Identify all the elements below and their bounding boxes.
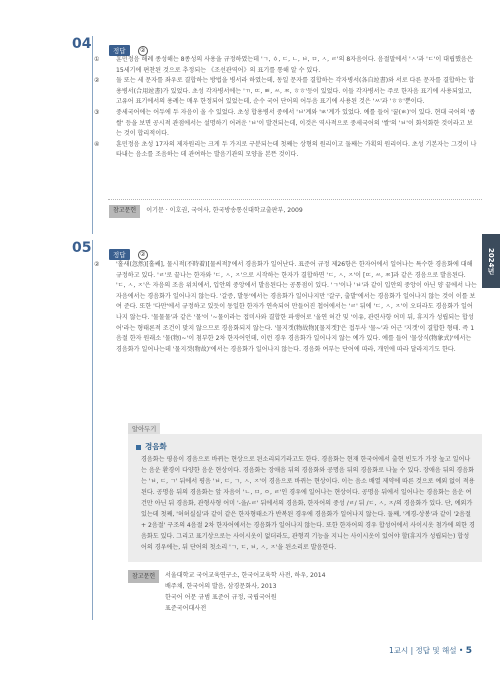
answer-value: ② xyxy=(138,250,148,260)
reference-block xyxy=(128,570,326,612)
reference-text: 서울대학교 국어교육연구소, 한국어교육학 사전, 하우, 2014 xyxy=(165,572,326,579)
answer-label: 정답 xyxy=(109,45,130,56)
reference-label: 참고문헌 xyxy=(128,570,159,583)
explanation-item: ② 둘 또는 세 문자를 좌우로 결합하는 방법을 병서라 하였는데, 동일 문자를 결합하는 각자병서(各自竝書)와 서로 다른 문자를 결합하는 합용병서(合用竝書)가 있었다. 초성 각자병서에는 'ㄲ, ㄸ, ㅃ, ㅆ, ㅉ, ㅎㅎ'등이 있었다. 이들 각자병서는 주로 한자음 표기에 사용되었고, 고유어 표기에서의 용례는 매우 한정되어 있었는데, 순수 국어 단어의 어두음 표기에 사용된 것은 'ㅆ'과 'ㅎㅎ'뿐이다. xyxy=(94,77,475,106)
reference-text: 배주채, 한국어의 발음, 삼경문화사, 2013 xyxy=(165,583,277,590)
reference-text: 표준국어대사전 xyxy=(165,605,207,612)
tip-label: 알아두기 xyxy=(128,423,160,434)
explanation-block xyxy=(94,55,477,161)
tip-text: 경음화는 평음이 경음으로 바뀌는 현상으로 된소리되기라고도 한다. 경음화는 현재 한국어에서 출현 빈도가 가장 높고 일어나는 음운 환경이 다양한 음운 현상이다. 경음화는 장애음 뒤의 경음화와 공명음 뒤의 경음화로 나눌 수 있다. 장애음 뒤의 경음화는 'ㅂ, ㄷ, ㄱ' 뒤에서 평음 'ㅂ, ㄷ, ㄱ, ㅅ, ㅈ'이 경음으로 바뀌는 현상이다. 이는 음소 배열 제약에 따른 것으로 예외 없이 적용된다. 공명음 뒤의 경음화는 앞 자음이 'ㄴ, ㅁ, ㅇ, ㄹ'인 경우에 일어나는 현상이다. 공명음 뒤에서 일어나는 경음화는 음운 여건만 아닌 뒤 경음화, 관형사형 어미 '-을/-ㄹ' 뒤에서의 경음화, 한자어의 중성 /ㄹ/ 뒤 /ㄷ, ㅅ, ㅈ/의 경음화가 있다. 단, 예외가 있는데 첫째, '허허실실'과 같이 같은 한자형태소가 반복된 경우에 경음화가 일어나지 않는다. 둘째, '계경-상봉'과 같이 '2음절 + 2음절' 구조의 4음절 2차 한자어에서는 경음화가 일어나지 않는다. 또한 한자어의 경우 합성어에서 사이시옷 첨가에 의한 경음화도 있다. 그리고 표기상으로는 사이시옷이 없더라도, 관형격 기능을 지니는 사이시옷이 있어야 할(휴지가 성립되는) 합성어의 경우에는, 뒤 단어의 첫소리 'ㄱ, ㄷ, ㅂ, ㅅ, ㅈ'을 된소리로 발음한다. xyxy=(141,456,475,551)
question-divider xyxy=(92,240,93,620)
answer-value: ② xyxy=(138,46,148,56)
question-number: 05 xyxy=(72,240,92,256)
dotted-divider xyxy=(108,199,482,200)
explanation-item: ② '홀새(忽然)[홀쌔], 물시적(不時着)[물씨적]'에서 경음화가 일어난다. 표준어 규정 제26항은 한자어에서 일어나는 특수한 경음화에 대해 규정하고 있다. 'ㄹ'로 끝나는 한자와 'ㄷ, ㅅ, ㅈ'으로 시작하는 한자가 결합하면 'ㄷ, ㅅ, ㅈ'이 [ㄸ, ㅆ, ㅉ]과 같은 경음으로 발음된다. 'ㄷ, ㅅ, ㅈ'은 자음의 조음 위치에서, 입안의 중앙에서 발음된다는 공통점이 있다. 'ㄱ'이나 'ㅂ'과 같이 입안의 중앙이 아닌 양 끝에서 나는 자음에서는 경음화가 일어나지 않는다. '갈증, 발동'에서는 경음화가 일어나지만 '갈구, 출발'에서는 경음화가 일어나지 않는 것이 이를 보여 준다. 또한 '다만'에서 규정하고 있듯이 동일한 한자가 연속되어 만들어진 첩어에서는 'ㄹ' 뒤에 'ㄷ, ㅅ, ㅈ'이 오더라도 경음화가 일어나지 않는다. '물물물'과 같은 '물'이 '~물이라는 접미사와 결합한 파생어로 '울연 허간 및 '이유, 관련사항 어미 뒤, 휴지가 성립되는 합성어'라는 형태론적 조건이 맞지 않으므로 경음화되지 않는다. '물지겟(物故物)[물지겟]'은 접두사 '물~'과 어근 '지겟'이 결합한 형태. 즉 1음절 한자 원래소 '물(物)~'이 첨부한 2차 한자어인데, 이런 경우 경음화가 일어나지 않는 예가 있다. 예를 들어 '물상식(物象式)'에서는 경음화가 일어나는데 '물지겟(物故)'에서는 경음화가 일어나지 않는다. 경음화 여부는 단어에 따라, 개인에 따라 달라지기도 한다. xyxy=(94,261,477,353)
explanation-item: ③ 중세국어에는 어두에 두 자음이 올 수 있었다. 초성 합용병서 중에서 'ㅂ'계와 'ㅄ'계가 있었다. 예를 들어 '꿀(ㅄ)'이 있다. 현대 국어의 '좁쌀' 등을 보면 공시적 관점에서는 설명하기 어려운 'ㅂ'이 발견되는데, 이것은 역사적으로 중세국어의 '쌀'의 'ㅂ'이 화석화한 것이라고 보는 것이 합리적이다. xyxy=(94,108,476,138)
footer-section: 1교시 | 정답 및 해설 • xyxy=(388,646,464,655)
bullet-square-icon xyxy=(136,445,141,450)
tip-title: 경음화 xyxy=(136,441,167,452)
reference-text: 이기문 · 이호권, 국어사, 한국방송통신대학교출판부, 2009 xyxy=(146,207,303,214)
reference-text: 한국어 어문 규범 표준어 규정, 국립국어원 xyxy=(165,594,277,601)
question-number: 04 xyxy=(72,36,92,52)
explanation-block xyxy=(94,260,477,355)
year-side-tab: 2024년 xyxy=(482,234,500,288)
question-divider xyxy=(92,36,93,234)
explanation-item: ① 훈민정음 해례 종성해는 8종성의 사용을 규정하였는데 'ㄱ, ㆁ, ㄷ, ㄴ, ㅂ, ㅁ, ㅅ, ㄹ'의 8자음이다. 음절말에서 'ㅅ'과 'ㄷ'이 대립했음은 15세기에 편찬된 것으로 추정되는 《조선관역어》의 표기를 통해 알 수 있다. xyxy=(94,56,473,74)
explanation-item: ④ 훈민정음 초성 17자의 제자원리는 크게 두 가지로 구분되는데 첫째는 상형의 원리이고 둘째는 가획의 원리이다. 초성 기본자는 그것이 나타내는 음소를 조음하는 데 관여하는 발음기관의 모양을 본뜬 것이다. xyxy=(94,140,477,159)
answer-label: 정답 xyxy=(109,249,130,260)
page-footer xyxy=(389,645,472,656)
page-number: 5 xyxy=(465,646,472,656)
answer-row xyxy=(109,40,148,55)
reference-label: 참고문헌 xyxy=(109,205,140,218)
reference-line xyxy=(109,205,303,218)
answer-row xyxy=(109,244,148,259)
